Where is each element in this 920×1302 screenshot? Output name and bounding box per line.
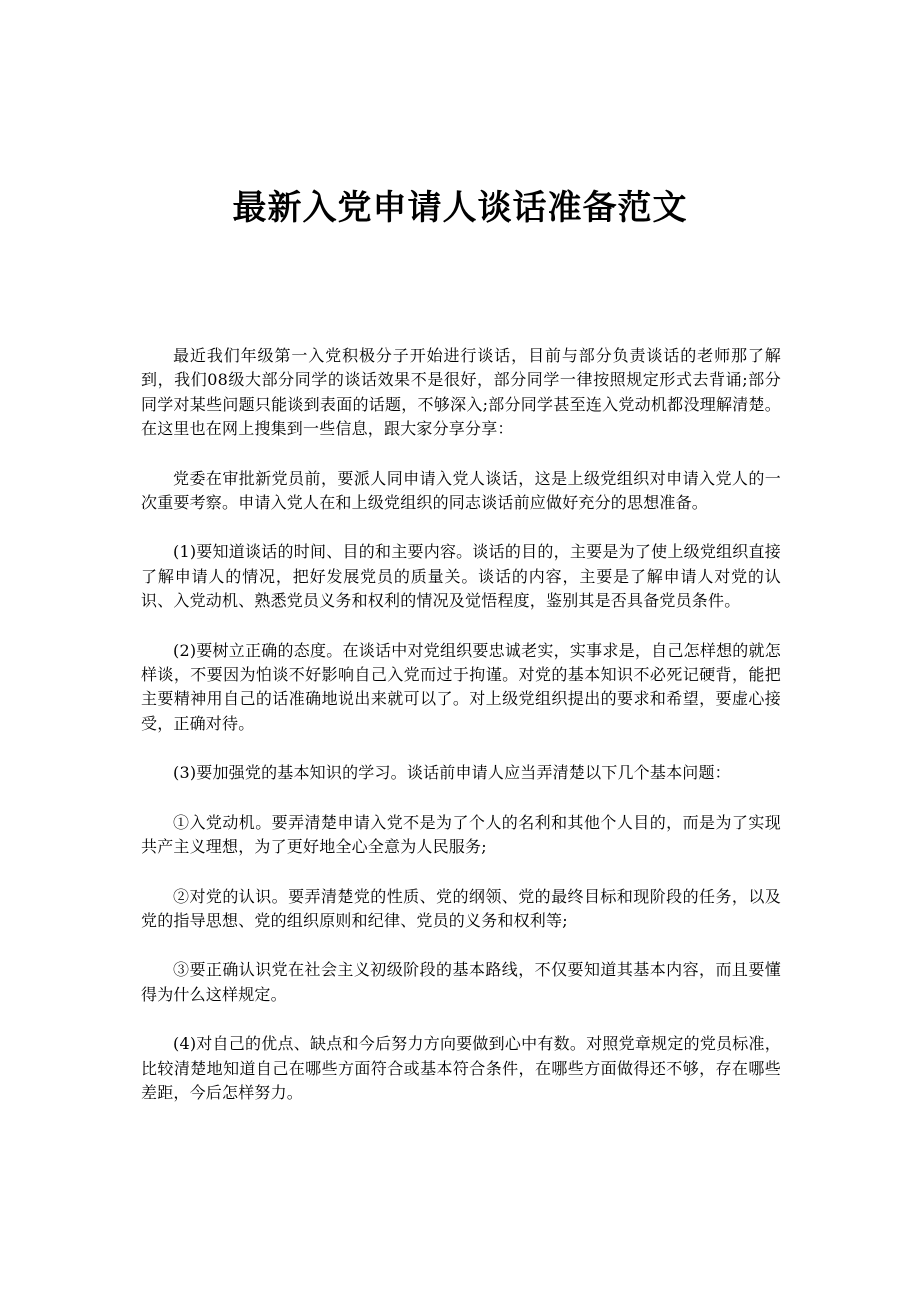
paragraph-subpoint-3: ③要正确认识党在社会主义初级阶段的基本路线，不仅要知道其基本内容，而且要懂得为什么这样规定。 (141, 960, 781, 1004)
paragraph-party-committee: 党委在审批新党员前，要派人同申请入党人谈话，这是上级党组织对申请入党人的一次重要考察。申请入党人在和上级党组织的同志谈话前应做好充分的思想准备。 (141, 468, 781, 513)
paragraph-point-4: (4)对自己的优点、缺点和今后努力方向要做到心中有数。对照党章规定的党员标准，比较清楚地知道自己在哪些方面符合或基本符合条件，在哪些方面做得还不够，存在哪些差距，今后怎样努力。 (141, 1034, 781, 1102)
paragraph-point-3: (3)要加强党的基本知识的学习。谈话前申请人应当弄清楚以下几个基本问题： (173, 763, 731, 783)
document-body (141, 344, 781, 1130)
paragraph-point-1: (1)要知道谈话的时间、目的和主要内容。谈话的目的，主要是为了使上级党组织直接了解申请人的情况，把好发展党员的质量关。谈话的内容，主要是了解申请人对党的认识、入党动机、熟悉党员义务和权利的情况及觉悟程度，鉴别其是否具备党员条件。 (141, 542, 781, 611)
paragraph-subpoint-2: ②对党的认识。要弄清楚党的性质、党的纲领、党的最终目标和现阶段的任务，以及党的指导思想、党的组织原则和纪律、党员的义务和权利等; (141, 886, 781, 930)
paragraph-point-2: (2)要树立正确的态度。在谈话中对党组织要忠诚老实，实事求是，自己怎样想的就怎样谈，不要因为怕谈不好影响自己入党而过于拘谨。对党的基本知识不必死记硬背，能把主要精神用自己的话准确地说出来就可以了。对上级党组织提出的要求和希望，要虚心接受，正确对待。 (141, 640, 781, 733)
document-title: 最新入党申请人谈话准备范文 (232, 188, 688, 228)
paragraph-intro: 最近我们年级第一入党积极分子开始进行谈话，目前与部分负责谈话的老师那了解到，我们08级大部分同学的谈话效果不是很好，部分同学一律按照规定形式去背诵;部分同学对某些问题只能谈到表面的话题，不够深入;部分同学甚至连入党动机都没理解清楚。在这里也在网上搜集到一些信息，跟大家分享分享： (141, 346, 781, 439)
paragraph-subpoint-1: ①入党动机。要弄清楚申请入党不是为了个人的名利和其他个人目的，而是为了实现共产主义理想，为了更好地全心全意为人民服务; (141, 812, 781, 857)
